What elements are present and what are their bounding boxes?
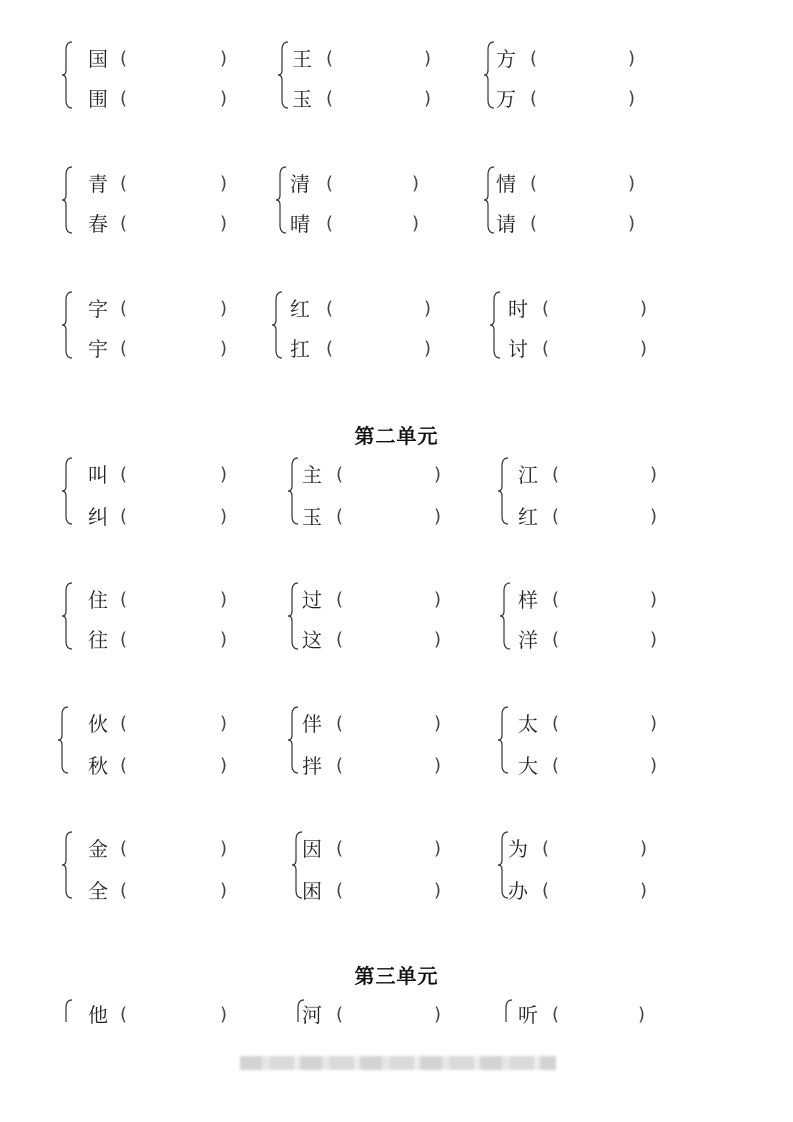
character: 玉 bbox=[302, 505, 322, 529]
close-paren: ) bbox=[424, 88, 432, 109]
close-paren: ) bbox=[638, 1004, 646, 1025]
close-paren: ) bbox=[650, 713, 658, 734]
close-paren: ) bbox=[220, 880, 228, 901]
character: 红 bbox=[290, 297, 310, 321]
close-paren: ) bbox=[650, 629, 658, 650]
word-pair-3-1-1 bbox=[62, 1002, 252, 1028]
brace-icon bbox=[58, 705, 70, 775]
character: 他 bbox=[88, 1003, 108, 1027]
close-paren: ) bbox=[412, 213, 420, 234]
character: 伴 bbox=[302, 712, 322, 736]
character: 主 bbox=[302, 463, 322, 487]
character: 春 bbox=[88, 212, 108, 236]
close-paren: ) bbox=[220, 629, 228, 650]
character: 为 bbox=[508, 837, 528, 861]
open-paren: ( bbox=[336, 713, 344, 734]
close-paren: ) bbox=[434, 464, 442, 485]
brace-icon bbox=[62, 581, 74, 651]
close-paren: ) bbox=[220, 755, 228, 776]
close-paren: ) bbox=[220, 464, 228, 485]
word-pair-1-3-1 bbox=[62, 296, 252, 360]
brace-icon bbox=[498, 456, 510, 526]
open-paren: ( bbox=[336, 755, 344, 776]
word-pair-1-2-3 bbox=[484, 171, 674, 235]
character: 万 bbox=[496, 87, 516, 111]
word-pair-1-1-2 bbox=[278, 46, 468, 110]
word-pair-2-4-2 bbox=[292, 836, 482, 903]
brace-icon bbox=[490, 290, 502, 360]
open-paren: ( bbox=[336, 464, 344, 485]
open-paren: ( bbox=[120, 838, 128, 859]
open-paren: ( bbox=[552, 755, 560, 776]
word-pair-2-3-3 bbox=[498, 711, 688, 778]
word-pair-2-2-3 bbox=[500, 587, 690, 651]
open-paren: ( bbox=[120, 173, 128, 194]
close-paren: ) bbox=[650, 464, 658, 485]
close-paren: ) bbox=[220, 713, 228, 734]
close-paren: ) bbox=[220, 338, 228, 359]
character: 办 bbox=[508, 879, 528, 903]
close-paren: ) bbox=[628, 213, 636, 234]
open-paren: ( bbox=[120, 589, 128, 610]
close-paren: ) bbox=[220, 88, 228, 109]
open-paren: ( bbox=[552, 629, 560, 650]
open-paren: ( bbox=[120, 880, 128, 901]
close-paren: ) bbox=[434, 880, 442, 901]
open-paren: ( bbox=[336, 506, 344, 527]
close-paren: ) bbox=[650, 589, 658, 610]
close-paren: ) bbox=[220, 589, 228, 610]
close-paren: ) bbox=[424, 338, 432, 359]
brace-icon bbox=[288, 581, 300, 651]
brace-icon bbox=[62, 998, 74, 1022]
character: 宇 bbox=[88, 337, 108, 361]
character: 洋 bbox=[518, 628, 538, 652]
open-paren: ( bbox=[336, 880, 344, 901]
brace-icon bbox=[62, 830, 74, 900]
character: 方 bbox=[496, 47, 516, 71]
close-paren: ) bbox=[434, 629, 442, 650]
word-pair-2-2-2 bbox=[288, 587, 478, 651]
character: 晴 bbox=[290, 212, 310, 236]
open-paren: ( bbox=[326, 88, 334, 109]
open-paren: ( bbox=[120, 213, 128, 234]
open-paren: ( bbox=[552, 506, 560, 527]
close-paren: ) bbox=[434, 713, 442, 734]
open-paren: ( bbox=[120, 629, 128, 650]
open-paren: ( bbox=[552, 713, 560, 734]
brace-icon bbox=[484, 40, 496, 110]
brace-icon bbox=[278, 40, 290, 110]
character: 讨 bbox=[508, 337, 528, 361]
word-pair-3-1-3 bbox=[502, 1002, 692, 1028]
character: 过 bbox=[302, 588, 322, 612]
word-pair-1-3-3 bbox=[490, 296, 680, 360]
word-pair-2-2-1 bbox=[62, 587, 252, 651]
open-paren: ( bbox=[120, 464, 128, 485]
character: 样 bbox=[518, 588, 538, 612]
open-paren: ( bbox=[120, 1004, 128, 1025]
close-paren: ) bbox=[650, 506, 658, 527]
open-paren: ( bbox=[120, 298, 128, 319]
open-paren: ( bbox=[552, 1004, 560, 1025]
open-paren: ( bbox=[542, 880, 550, 901]
brace-icon bbox=[276, 165, 288, 235]
brace-icon bbox=[62, 290, 74, 360]
close-paren: ) bbox=[640, 838, 648, 859]
character: 因 bbox=[302, 837, 322, 861]
close-paren: ) bbox=[640, 338, 648, 359]
character: 听 bbox=[518, 1003, 538, 1027]
open-paren: ( bbox=[552, 589, 560, 610]
word-pair-1-2-2 bbox=[276, 171, 466, 235]
word-pair-1-1-1 bbox=[62, 46, 252, 110]
character: 大 bbox=[518, 754, 538, 778]
close-paren: ) bbox=[640, 880, 648, 901]
word-pair-1-3-2 bbox=[272, 296, 462, 360]
blurred-footer-watermark bbox=[240, 1056, 556, 1070]
open-paren: ( bbox=[120, 713, 128, 734]
open-paren: ( bbox=[326, 213, 334, 234]
character: 伙 bbox=[88, 712, 108, 736]
character: 围 bbox=[88, 87, 108, 111]
character: 扛 bbox=[290, 337, 310, 361]
character: 金 bbox=[88, 837, 108, 861]
open-paren: ( bbox=[530, 213, 538, 234]
open-paren: ( bbox=[552, 464, 560, 485]
character: 困 bbox=[302, 879, 322, 903]
open-paren: ( bbox=[120, 88, 128, 109]
close-paren: ) bbox=[412, 173, 420, 194]
character: 全 bbox=[88, 879, 108, 903]
brace-icon bbox=[484, 165, 496, 235]
word-pair-2-1-3 bbox=[498, 462, 688, 529]
open-paren: ( bbox=[120, 48, 128, 69]
character: 时 bbox=[508, 297, 528, 321]
brace-icon bbox=[500, 581, 512, 651]
close-paren: ) bbox=[628, 88, 636, 109]
character: 王 bbox=[292, 47, 312, 71]
close-paren: ) bbox=[220, 213, 228, 234]
section-heading-unit-3: 第三单元 bbox=[354, 964, 439, 988]
close-paren: ) bbox=[220, 838, 228, 859]
character: 玉 bbox=[292, 87, 312, 111]
open-paren: ( bbox=[326, 48, 334, 69]
brace-icon bbox=[288, 456, 300, 526]
character: 往 bbox=[88, 628, 108, 652]
open-paren: ( bbox=[326, 298, 334, 319]
close-paren: ) bbox=[650, 755, 658, 776]
close-paren: ) bbox=[220, 173, 228, 194]
open-paren: ( bbox=[336, 1004, 344, 1025]
character: 这 bbox=[302, 628, 322, 652]
brace-icon bbox=[62, 456, 74, 526]
character: 河 bbox=[302, 1003, 322, 1027]
close-paren: ) bbox=[434, 838, 442, 859]
word-pair-1-2-1 bbox=[62, 171, 252, 235]
character: 情 bbox=[496, 172, 516, 196]
word-pair-2-1-1 bbox=[62, 462, 252, 529]
open-paren: ( bbox=[542, 838, 550, 859]
open-paren: ( bbox=[530, 48, 538, 69]
brace-icon bbox=[62, 40, 74, 110]
open-paren: ( bbox=[120, 338, 128, 359]
close-paren: ) bbox=[434, 755, 442, 776]
character: 拌 bbox=[302, 754, 322, 778]
brace-icon bbox=[498, 705, 510, 775]
character: 字 bbox=[88, 297, 108, 321]
open-paren: ( bbox=[542, 338, 550, 359]
close-paren: ) bbox=[220, 48, 228, 69]
section-heading-unit-2: 第二单元 bbox=[354, 424, 439, 448]
close-paren: ) bbox=[628, 173, 636, 194]
close-paren: ) bbox=[424, 298, 432, 319]
open-paren: ( bbox=[326, 338, 334, 359]
close-paren: ) bbox=[220, 1004, 228, 1025]
character: 青 bbox=[88, 172, 108, 196]
close-paren: ) bbox=[640, 298, 648, 319]
word-pair-3-1-2 bbox=[294, 1002, 484, 1028]
open-paren: ( bbox=[542, 298, 550, 319]
character: 秋 bbox=[88, 754, 108, 778]
brace-icon bbox=[288, 705, 300, 775]
close-paren: ) bbox=[434, 506, 442, 527]
close-paren: ) bbox=[220, 506, 228, 527]
open-paren: ( bbox=[336, 589, 344, 610]
open-paren: ( bbox=[120, 506, 128, 527]
brace-icon bbox=[272, 290, 284, 360]
character: 清 bbox=[290, 172, 310, 196]
open-paren: ( bbox=[336, 838, 344, 859]
character: 请 bbox=[496, 212, 516, 236]
open-paren: ( bbox=[120, 755, 128, 776]
word-pair-2-3-2 bbox=[288, 711, 478, 778]
close-paren: ) bbox=[434, 589, 442, 610]
close-paren: ) bbox=[628, 48, 636, 69]
character: 纠 bbox=[88, 505, 108, 529]
word-pair-1-1-3 bbox=[484, 46, 674, 110]
brace-icon bbox=[502, 998, 514, 1022]
open-paren: ( bbox=[336, 629, 344, 650]
open-paren: ( bbox=[326, 173, 334, 194]
open-paren: ( bbox=[530, 88, 538, 109]
close-paren: ) bbox=[434, 1004, 442, 1025]
character: 红 bbox=[518, 505, 538, 529]
close-paren: ) bbox=[424, 48, 432, 69]
open-paren: ( bbox=[530, 173, 538, 194]
character: 国 bbox=[88, 47, 108, 71]
word-pair-2-3-1 bbox=[58, 711, 248, 778]
character: 江 bbox=[518, 463, 538, 487]
character: 住 bbox=[88, 588, 108, 612]
close-paren: ) bbox=[220, 298, 228, 319]
word-pair-2-1-2 bbox=[288, 462, 478, 529]
character: 叫 bbox=[88, 463, 108, 487]
word-pair-2-4-3 bbox=[498, 836, 688, 903]
brace-icon bbox=[62, 165, 74, 235]
character: 太 bbox=[518, 712, 538, 736]
word-pair-2-4-1 bbox=[62, 836, 252, 903]
